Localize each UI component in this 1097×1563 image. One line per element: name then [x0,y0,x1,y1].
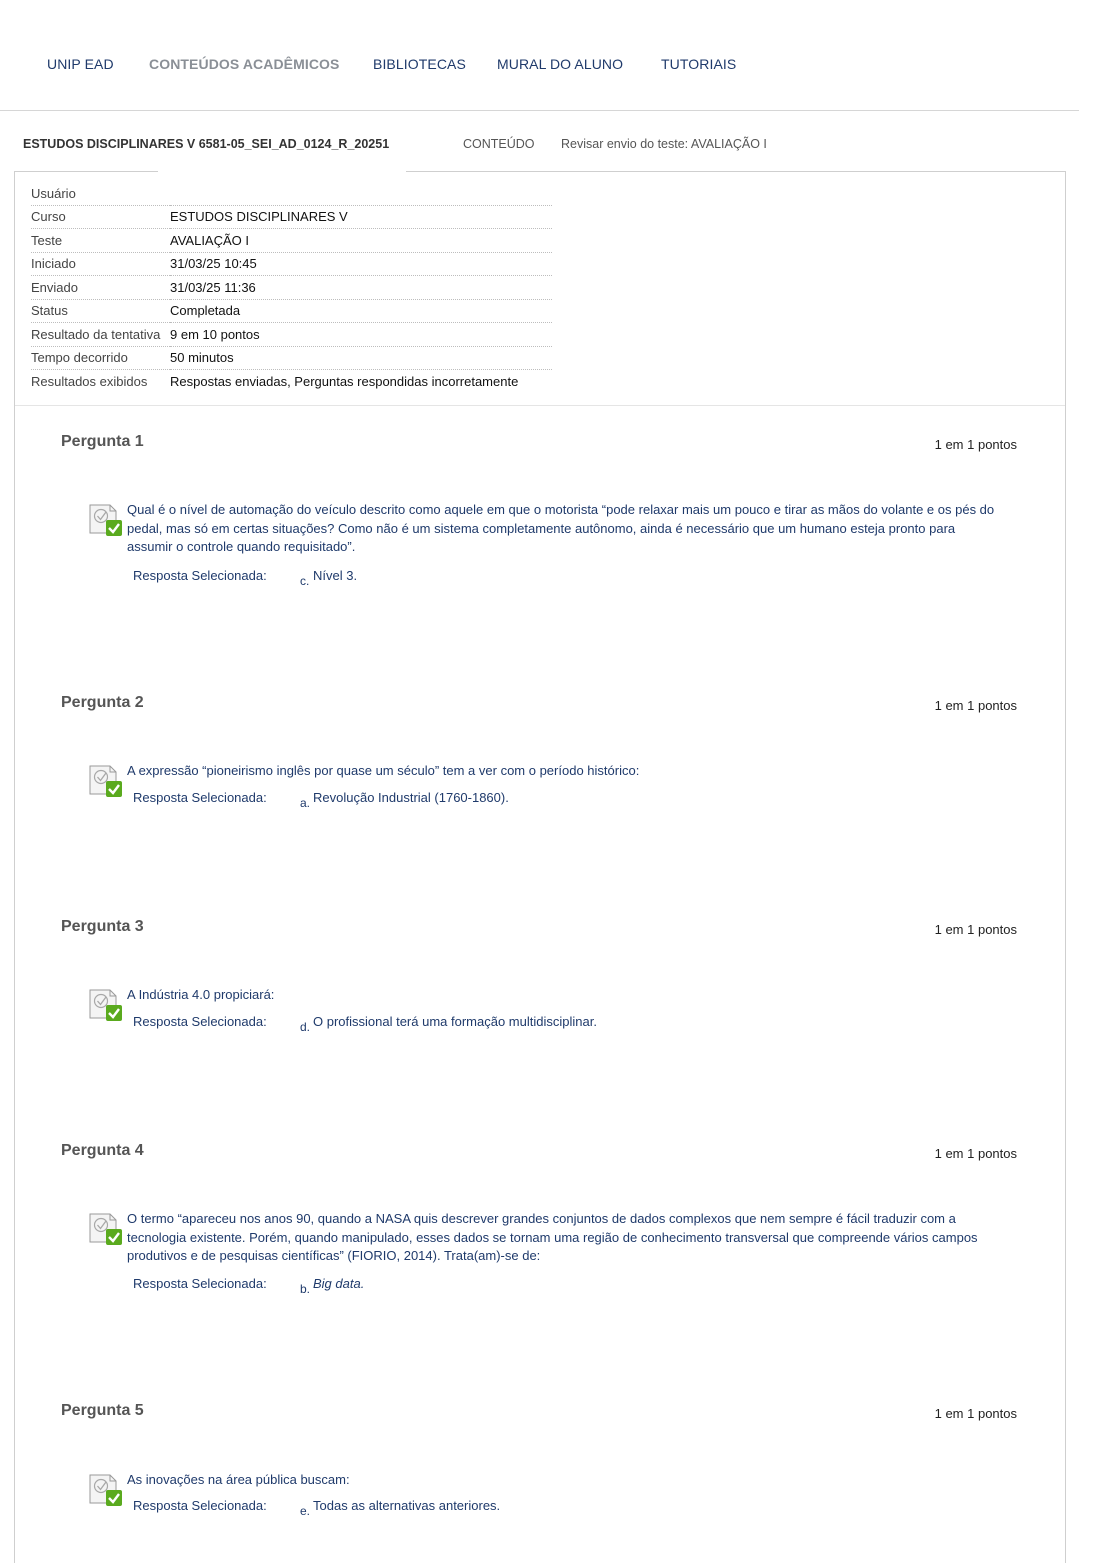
content-panel [14,171,1066,1563]
top-navigation [0,0,1079,111]
answer-letter: d. [300,1020,311,1034]
summary-value: AVALIAÇÃO I [170,229,552,253]
question-title: Pergunta 4 [61,1142,144,1159]
summary-value: 31/03/25 10:45 [170,252,552,276]
summary-label: Resultados exibidos [31,373,148,389]
question-title: Pergunta 3 [61,918,144,935]
answer-letter: e. [300,1504,311,1518]
question-points: 1 em 1 pontos [934,437,1017,452]
question-text: O termo “apareceu nos anos 90, quando a NASA quis descrever grandes conjuntos de dados complexos que nem sempre é fácil traduzir com a tecnologia existente. Porém, quando manipulado, esses dados se tornam uma região de conhecimento transversal que compreende vários campos produtivos e de pesquisas científicas” (FIORIO, 2014). Trata(am)-se de: [127,1211,978,1263]
question-points: 1 em 1 pontos [934,698,1017,713]
answer-letter: b. [300,1282,311,1296]
summary-label: Teste [31,229,170,253]
summary-row [31,205,552,229]
question-header [61,694,1017,718]
summary-row [31,229,552,253]
answer-text: Revolução Industrial (1760-1860). [313,790,509,805]
summary-value [170,182,552,205]
breadcrumb [0,132,1079,160]
question-title: Pergunta 2 [61,694,144,711]
summary-row [31,299,552,323]
question-header [61,1402,1017,1426]
correct-answer-icon [88,501,124,537]
summary-value: 9 em 10 pontos [170,323,552,347]
selected-answer-label: Resposta Selecionada: [133,790,267,805]
question-text: A Indústria 4.0 propiciará: [127,987,275,1002]
summary-row [31,252,552,276]
attempt-summary [15,172,1065,406]
selected-answer-label: Resposta Selecionada: [133,568,267,583]
selected-answer [133,568,993,590]
breadcrumb-current-page: Revisar envio do teste: AVALIAÇÃO I [561,137,767,151]
summary-label: Status [31,299,170,323]
nav-unip-ead[interactable]: UNIP EAD [47,56,114,72]
summary-label: Iniciado [31,252,170,276]
question-text: A expressão “pioneirismo inglês por quase um século” tem a ver com o período histórico: [127,763,640,778]
summary-label: Tempo decorrido [31,346,170,370]
question-points: 1 em 1 pontos [934,922,1017,937]
question-text: As inovações na área pública buscam: [127,1472,350,1487]
summary-row [31,346,552,370]
answer-text: Nível 3. [313,568,358,583]
nav-bibliotecas[interactable]: BIBLIOTECAS [373,56,466,72]
nav-tutoriais[interactable]: TUTORIAIS [661,56,737,72]
question-header [61,918,1017,942]
summary-label: Curso [31,205,170,229]
summary-label: Resultado da tentativa [31,323,170,347]
nav-mural-do-aluno[interactable]: MURAL DO ALUNO [497,56,624,72]
question-header [61,433,1017,457]
summary-label: Enviado [31,276,170,300]
breadcrumb-section[interactable]: CONTEÚDO [463,137,535,151]
summary-value: Respostas enviadas, Perguntas respondidas incorretamente [170,373,519,389]
correct-answer-icon [88,1210,124,1246]
breadcrumb-course[interactable]: ESTUDOS DISCIPLINARES V 6581-05_SEI_AD_0124_R_20251 [23,137,390,151]
answer-letter: c. [300,574,310,588]
answer-letter: a. [300,796,311,810]
summary-row [31,370,552,393]
selected-answer-label: Resposta Selecionada: [133,1276,267,1291]
question-title: Pergunta 5 [61,1402,144,1419]
selected-answer [133,1014,993,1036]
summary-value: 50 minutos [170,346,552,370]
correct-answer-icon [88,986,124,1022]
summary-value: 31/03/25 11:36 [170,276,552,300]
selected-answer-label: Resposta Selecionada: [133,1014,267,1029]
selected-answer [133,790,993,812]
question-points: 1 em 1 pontos [934,1146,1017,1161]
answer-text: Big data. [313,1276,365,1291]
answer-text: O profissional terá uma formação multidisciplinar. [313,1014,597,1029]
summary-row [31,182,552,205]
question-title: Pergunta 1 [61,433,144,450]
selected-answer [133,1498,993,1520]
answer-text: Todas as alternativas anteriores. [313,1498,501,1513]
summary-value: Completada [170,299,552,323]
selected-answer-label: Resposta Selecionada: [133,1498,267,1513]
attempt-summary-table [31,182,552,393]
summary-row [31,276,552,300]
correct-answer-icon [88,762,124,798]
summary-value: ESTUDOS DISCIPLINARES V [170,205,552,229]
summary-row [31,323,552,347]
nav-conteudos-academicos[interactable]: CONTEÚDOS ACADÊMICOS [149,56,340,72]
correct-answer-icon [88,1471,124,1507]
summary-label: Usuário [31,182,170,205]
question-points: 1 em 1 pontos [934,1406,1017,1421]
question-header [61,1142,1017,1166]
selected-answer [133,1276,993,1298]
question-text: Qual é o nível de automação do veículo descrito como aquele em que o motorista “pode relaxar mais um pouco e tirar as mãos do volante e os pés do pedal, mas só em certas situações? Como não é um sistema completamente autônomo, ainda é necessário que um humano esteja pronto para assumir o controle quando requisitado”. [127,502,995,554]
